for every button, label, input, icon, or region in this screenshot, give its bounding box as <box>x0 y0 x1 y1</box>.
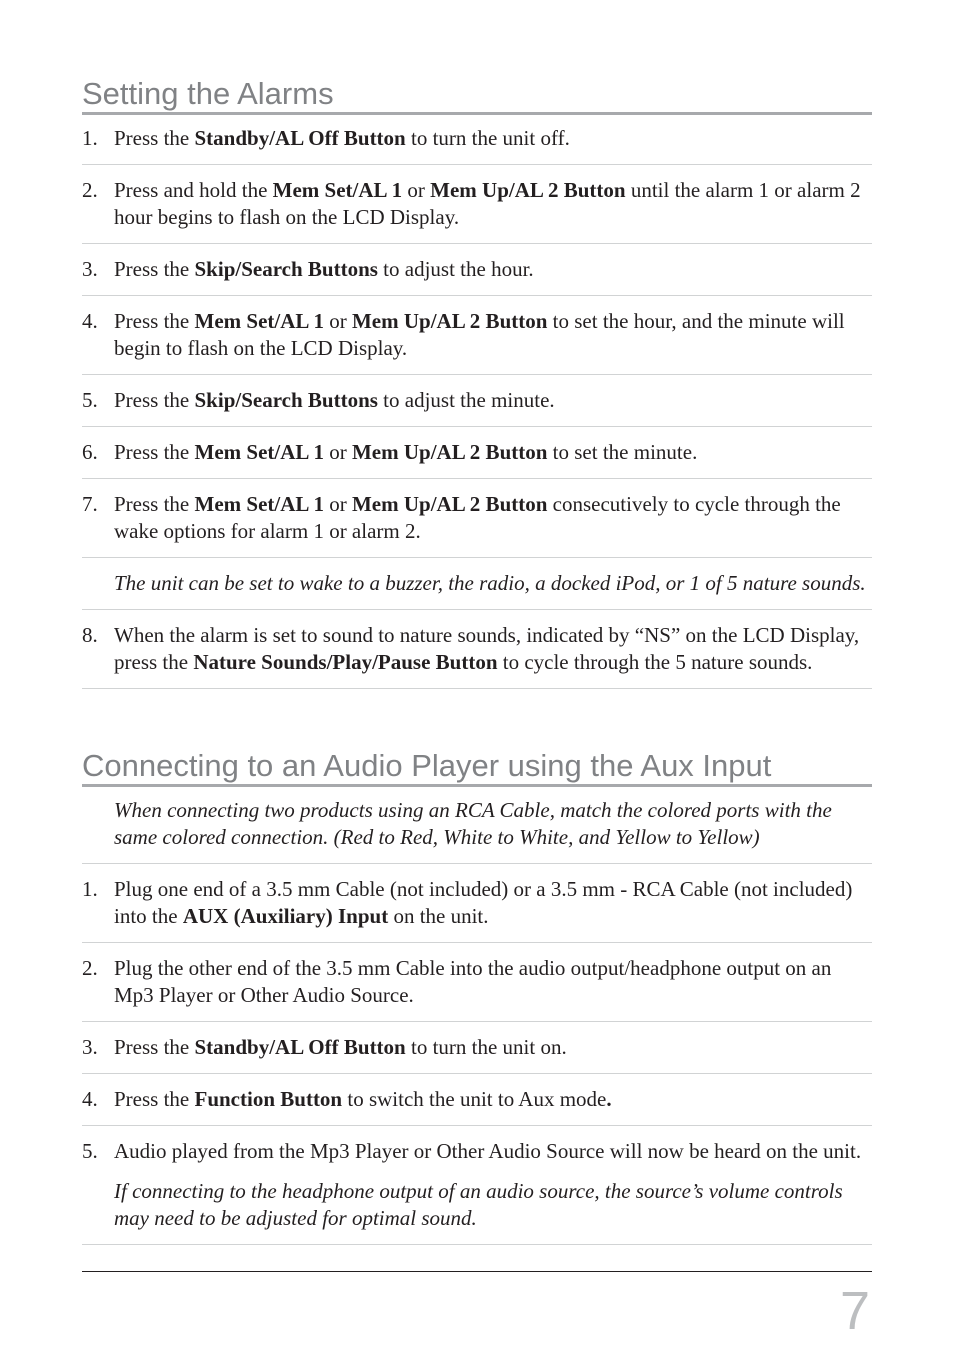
step-row <box>82 864 872 943</box>
bold-term: Mem Up/AL 2 Button <box>351 309 548 333</box>
step-row <box>82 115 872 165</box>
step-text <box>114 1034 872 1061</box>
bold-term: Mem Set/AL 1 <box>272 178 403 202</box>
manual-page <box>82 0 872 1245</box>
text-run: or <box>323 309 352 333</box>
text-run: to cycle through the 5 nature sounds. <box>497 650 813 674</box>
text-run: to switch the unit to Aux mode <box>342 1087 607 1111</box>
text-run: to turn the unit off. <box>405 126 570 150</box>
step-row <box>82 943 872 1022</box>
note-text: If connecting to the headphone output of an audio source, the source’s volume controls may need to be adjusted for optimal sound. <box>114 1179 843 1230</box>
page-number: 7 <box>839 1281 870 1341</box>
step-row <box>82 610 872 689</box>
bold-term: Mem Set/AL 1 <box>194 309 324 333</box>
text-run: Press the <box>114 309 195 333</box>
section-title: Connecting to an Audio Player using the Aux Input <box>82 748 872 787</box>
bold-term: Skip/Search Buttons <box>194 257 378 281</box>
instruction-list <box>82 787 872 1245</box>
text-run: or <box>323 492 352 516</box>
bold-term: Mem Up/AL 2 Button <box>430 178 626 202</box>
note-row <box>82 558 872 610</box>
step-text <box>114 622 872 676</box>
step-text <box>114 308 872 362</box>
text-run: to turn the unit on. <box>405 1035 567 1059</box>
text-run: Press the <box>114 388 195 412</box>
bold-term: Mem Up/AL 2 Button <box>351 492 548 516</box>
section-aux-input <box>82 748 872 1245</box>
step-row <box>82 1022 872 1074</box>
bold-term: . <box>606 1087 612 1111</box>
footer-rule <box>82 1271 872 1272</box>
text-run: Audio played from the Mp3 Player or Other Audio Source will now be heard on the unit. <box>114 1139 862 1163</box>
step-number: 4. <box>82 309 98 333</box>
text-run: Press the <box>114 492 195 516</box>
text-run: consecutively to cycle through the wake options for alarm 1 or alarm 2. <box>114 492 841 543</box>
text-run: When the alarm is set to sound to nature sounds, indicated by “NS” on the LCD Display, press the <box>114 623 860 674</box>
instruction-list <box>82 115 872 689</box>
text-run: to adjust the hour. <box>377 257 534 281</box>
step-text <box>114 387 872 414</box>
step-number <box>82 797 114 851</box>
step-text <box>114 256 872 283</box>
step-row <box>82 296 872 375</box>
step-number: 4. <box>82 1087 98 1111</box>
text-run: Press the <box>114 257 195 281</box>
text-run: or <box>402 178 431 202</box>
step-number: 6. <box>82 440 98 464</box>
step-number <box>82 570 114 597</box>
text-run: Press and hold the <box>114 178 273 202</box>
bold-term: AUX (Auxiliary) Input <box>182 904 389 928</box>
bold-term: Skip/Search Buttons <box>194 388 378 412</box>
step-number: 2. <box>82 956 98 980</box>
text-run: Press the <box>114 126 195 150</box>
step-text <box>114 491 872 545</box>
section-title: Setting the Alarms <box>82 76 872 115</box>
step-row <box>82 479 872 558</box>
bold-term: Standby/AL Off Button <box>194 1035 406 1059</box>
step-text <box>114 955 872 1009</box>
note-text: When connecting two products using an RCA Cable, match the colored ports with the same colored connection. (Red to Red, White to White, and Yellow to Yellow) <box>114 798 832 849</box>
bold-term: Nature Sounds/Play/Pause Button <box>193 650 498 674</box>
bold-term: Function Button <box>194 1087 343 1111</box>
text-run: to adjust the minute. <box>377 388 555 412</box>
step-number: 1. <box>82 126 98 150</box>
text-run: or <box>323 440 352 464</box>
text-run: Press the <box>114 1087 195 1111</box>
text-run: Press the <box>114 1035 195 1059</box>
step-text <box>114 1086 872 1113</box>
step-number: 3. <box>82 1035 98 1059</box>
step-text <box>114 125 872 152</box>
text-run: to set the minute. <box>547 440 698 464</box>
text-run: to set the hour, and the minute will begin to flash on the LCD Display. <box>114 309 845 360</box>
bold-term: Mem Set/AL 1 <box>194 492 324 516</box>
text-run: Plug the other end of the 3.5 mm Cable into the audio output/headphone output on an Mp3 Player or Other Audio Source. <box>114 956 832 1007</box>
step-row <box>82 1074 872 1126</box>
step-row <box>82 244 872 296</box>
bold-term: Mem Set/AL 1 <box>194 440 324 464</box>
text-run: until the alarm 1 or alarm 2 hour begins to flash on the LCD Display. <box>114 178 861 229</box>
step-text <box>114 876 872 930</box>
step-row <box>82 375 872 427</box>
note-row <box>82 787 872 864</box>
text-run: on the unit. <box>388 904 489 928</box>
step-text <box>114 439 872 466</box>
step-text <box>114 177 872 231</box>
step-number: 7. <box>82 492 98 516</box>
bold-term: Mem Up/AL 2 Button <box>351 440 548 464</box>
text-run: Plug one end of a 3.5 mm Cable (not included) or a 3.5 mm - RCA Cable (not included) into the <box>114 877 853 928</box>
step-row <box>82 427 872 479</box>
note-text: The unit can be set to wake to a buzzer, the radio, a docked iPod, or 1 of 5 nature sounds. <box>114 571 866 595</box>
section-setting-alarms <box>82 76 872 689</box>
text-run: Press the <box>114 440 195 464</box>
step-number: 8. <box>82 623 98 647</box>
step-number: 5. <box>82 388 98 412</box>
step-number: 3. <box>82 257 98 281</box>
step-number: 5. <box>82 1139 98 1163</box>
step-number: 2. <box>82 178 98 202</box>
step-number: 1. <box>82 877 98 901</box>
step-text <box>114 1138 872 1232</box>
step-row <box>82 1126 872 1245</box>
step-row <box>82 165 872 244</box>
bold-term: Standby/AL Off Button <box>194 126 406 150</box>
